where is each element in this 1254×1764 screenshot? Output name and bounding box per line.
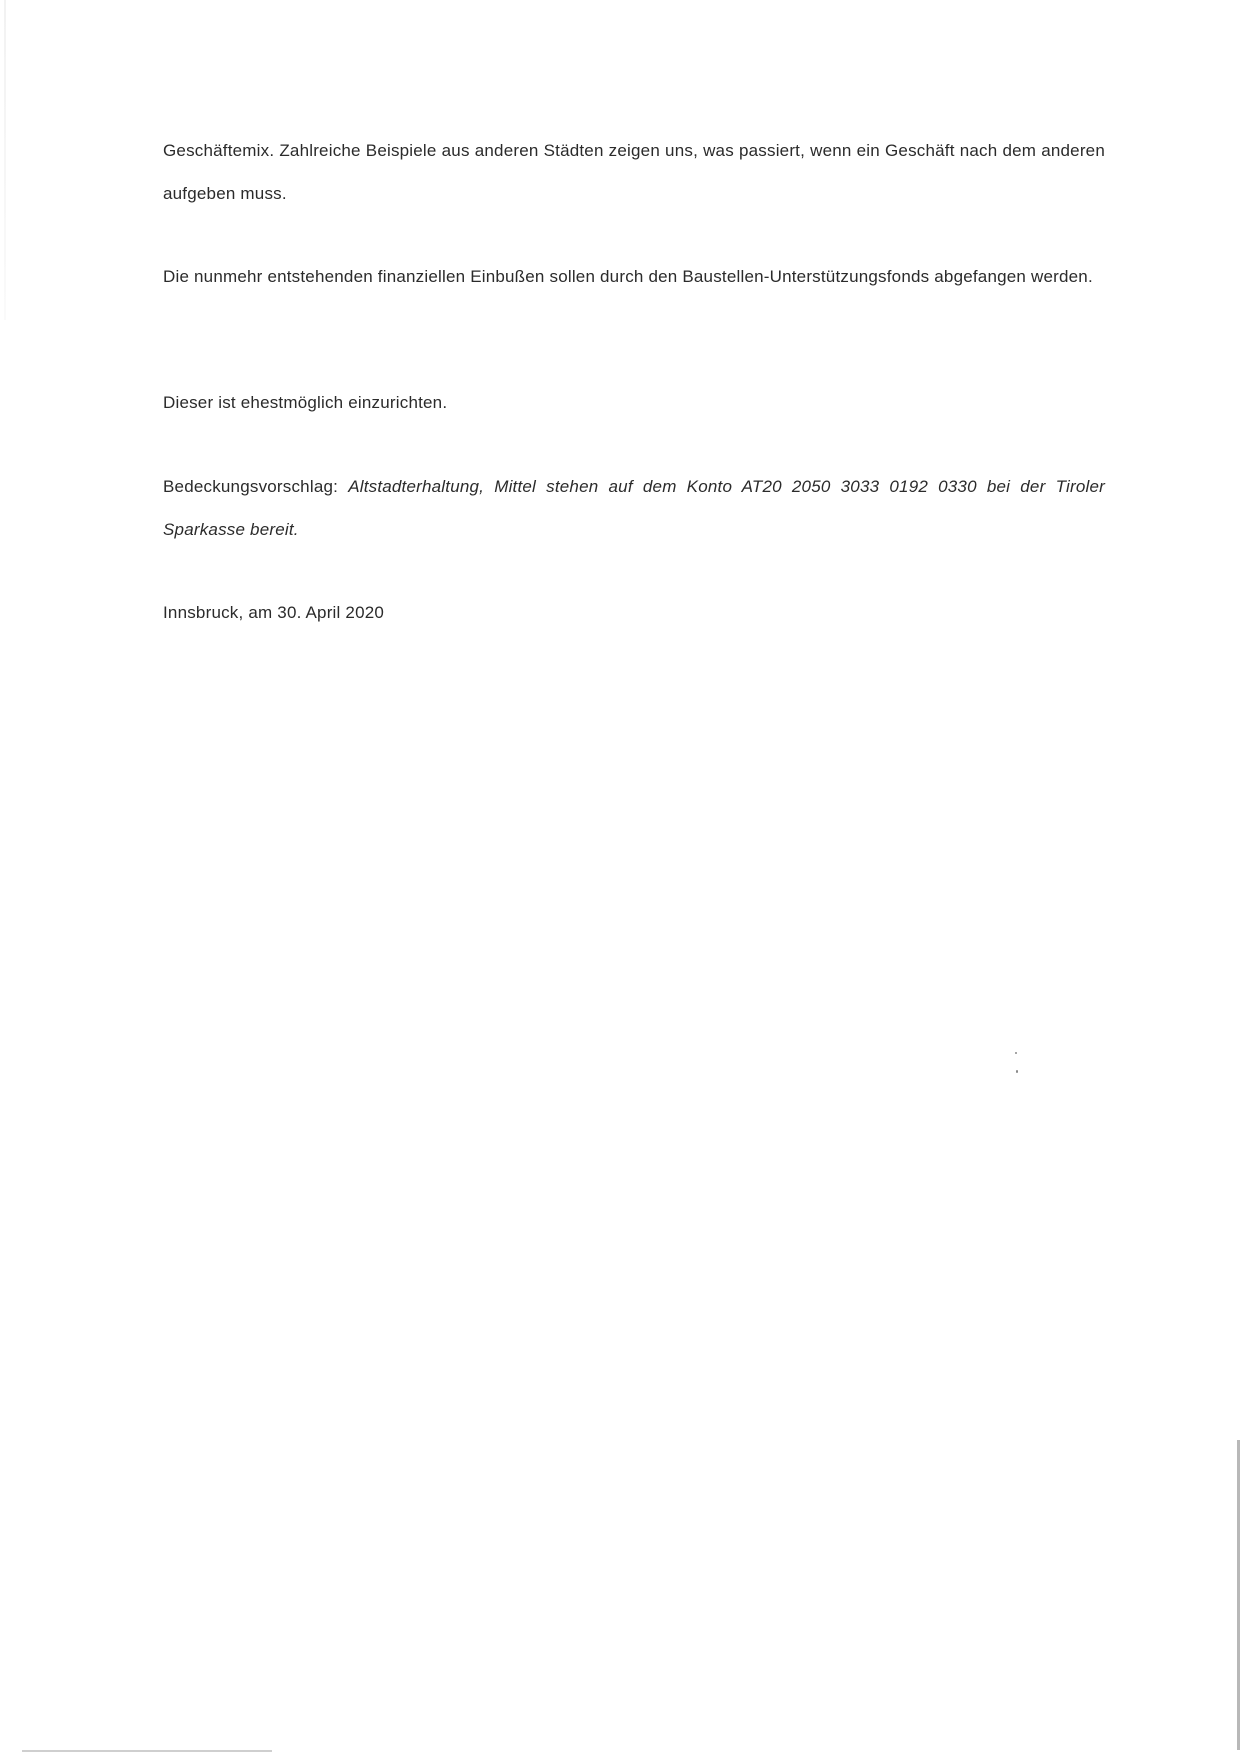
place-date: Innsbruck, am 30. April 2020 bbox=[163, 603, 385, 622]
scan-edge-bottom bbox=[22, 1750, 272, 1752]
coverage-label: Bedeckungsvorschlag: bbox=[163, 477, 339, 496]
paragraph-bedeckungsvorschlag bbox=[163, 465, 1105, 551]
scan-edge-right bbox=[1237, 1440, 1240, 1750]
paragraph-geschaeftemix: Geschäftemix. Zahlreiche Beispiele aus anderen Städten zeigen uns, was passiert, wenn ein Geschäft nach dem anderen aufgeben muss. bbox=[163, 141, 1105, 203]
scan-speck bbox=[1015, 1052, 1017, 1054]
paragraph-einbussen: Die nunmehr entstehenden finanziellen Einbußen sollen durch den Baustellen-Unterstützungsfonds abgefangen werden. bbox=[163, 267, 1093, 286]
scan-speck bbox=[1016, 1070, 1018, 1073]
scan-edge-left bbox=[4, 0, 6, 320]
paragraph-einrichten: Dieser ist ehestmöglich einzurichten. bbox=[163, 393, 448, 412]
coverage-text: Altstadterhaltung, Mittel stehen auf dem Konto AT20 2050 3033 0192 0330 bei der Tiroler Sparkasse bereit. bbox=[163, 477, 1105, 539]
